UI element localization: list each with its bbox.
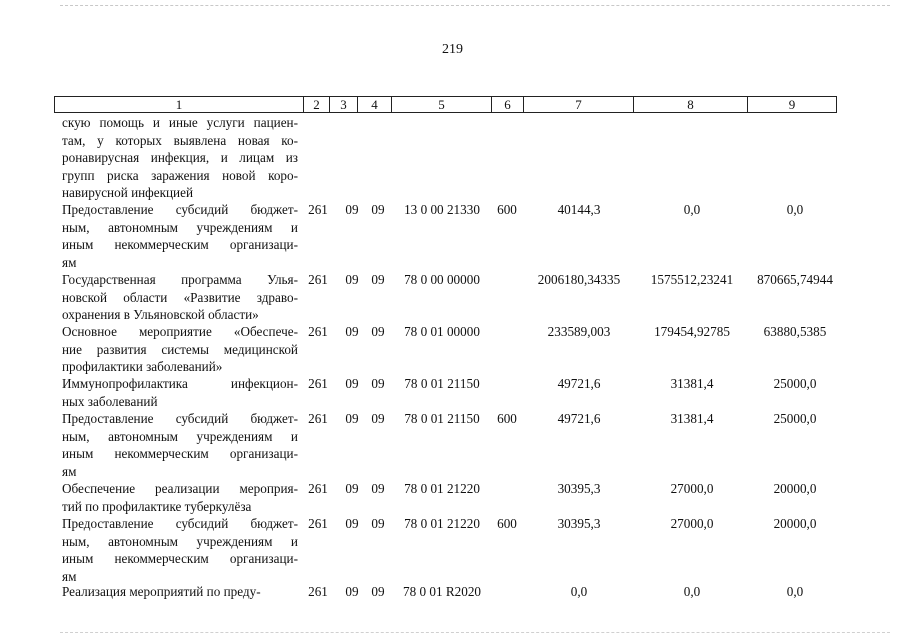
- column-4-code: 09: [371, 324, 385, 339]
- column-2-code: 261: [308, 376, 328, 391]
- description-line: ям: [62, 254, 77, 270]
- column-4-code: 09: [371, 376, 385, 391]
- column-7-amount: 2006180,34335: [537, 272, 621, 287]
- description-line: ным, автономным учреждениям и: [62, 533, 298, 549]
- column-9-amount: 25000,0: [773, 376, 817, 391]
- column-2-code: 261: [308, 272, 328, 287]
- column-4-code: 09: [371, 272, 385, 287]
- column-9-amount: 25000,0: [773, 411, 817, 426]
- column-2-code: 261: [308, 202, 328, 217]
- column-5-code: 78 0 01 21150: [404, 376, 480, 391]
- column-8-amount: 0,0: [683, 202, 701, 217]
- description-line: ных заболеваний: [62, 393, 158, 409]
- column-5-code: 13 0 00 21330: [404, 202, 480, 217]
- column-3-code: 09: [345, 272, 359, 287]
- column-2-code: 261: [308, 324, 328, 339]
- description-line: иным некоммерческим организаци-: [62, 446, 298, 461]
- description-line: Обеспечение реализации мероприя-: [62, 481, 298, 496]
- description-line: Предоставление субсидий бюджет-: [62, 411, 298, 426]
- table-header-row: [54, 96, 837, 113]
- description-line: Основное мероприятие «Обеспече-: [62, 324, 298, 339]
- row-description: [62, 271, 298, 324]
- header-col-5: 5: [391, 97, 491, 112]
- header-col-2: 2: [303, 97, 329, 112]
- column-3-code: 09: [345, 516, 359, 531]
- row-description: [62, 410, 298, 480]
- column-3-code: 09: [345, 202, 359, 217]
- column-8-amount: 0,0: [683, 584, 701, 599]
- column-9-amount: 20000,0: [773, 516, 817, 531]
- description-line: Предоставление субсидий бюджет-: [62, 516, 298, 531]
- description-line: Предоставление субсидий бюджет-: [62, 202, 298, 217]
- column-6-code: 600: [497, 411, 517, 426]
- description-line: там, у которых выявлена новая ко-: [62, 132, 298, 148]
- row-description: [62, 114, 298, 202]
- description-line: новской области «Развитие здраво-: [62, 289, 298, 305]
- column-4-code: 09: [371, 202, 385, 217]
- column-7-amount: 0,0: [570, 584, 588, 599]
- description-line: ям: [62, 463, 77, 479]
- header-col-9: 9: [747, 97, 836, 112]
- description-line: ным, автономным учреждениям и: [62, 219, 298, 235]
- description-line: охранения в Ульяновской области»: [62, 307, 259, 322]
- column-6-code: 600: [497, 516, 517, 531]
- header-col-4: 4: [357, 97, 391, 112]
- column-9-amount: 0,0: [786, 202, 804, 217]
- header-col-1: 1: [175, 97, 183, 112]
- row-description: [62, 480, 298, 515]
- header-col-8: 8: [633, 97, 747, 112]
- column-3-code: 09: [345, 481, 359, 496]
- column-4-code: 09: [371, 481, 385, 496]
- column-5-code: 78 0 01 21150: [404, 411, 480, 426]
- row-description: [62, 323, 298, 376]
- description-line: Иммунопрофилактика инфекцион-: [62, 376, 298, 391]
- column-2-code: 261: [308, 411, 328, 426]
- header-col-6: 6: [491, 97, 523, 112]
- column-5-code: 78 0 00 00000: [404, 272, 480, 287]
- column-4-code: 09: [371, 584, 385, 599]
- column-7-amount: 30395,3: [557, 481, 601, 496]
- header-col-7: 7: [523, 97, 633, 112]
- description-line: иным некоммерческим организаци-: [62, 551, 298, 566]
- description-line: Государственная программа Улья-: [62, 272, 298, 287]
- column-5-code: 78 0 01 21220: [404, 481, 480, 496]
- description-line: Реализация мероприятий по преду-: [62, 584, 261, 599]
- header-col-3: 3: [329, 97, 357, 112]
- column-7-amount: 233589,003: [547, 324, 611, 339]
- column-8-amount: 31381,4: [670, 411, 714, 426]
- page-number: 219: [442, 42, 463, 57]
- description-line: ние развития системы медицинской: [62, 341, 298, 357]
- scan-edge-top: [60, 5, 890, 7]
- column-9-amount: 20000,0: [773, 481, 817, 496]
- description-line: навирусной инфекцией: [62, 185, 194, 200]
- column-4-code: 09: [371, 411, 385, 426]
- column-7-amount: 40144,3: [557, 202, 601, 217]
- column-3-code: 09: [345, 324, 359, 339]
- column-6-code: 600: [497, 202, 517, 217]
- column-3-code: 09: [345, 376, 359, 391]
- column-9-amount: 63880,5385: [763, 324, 827, 339]
- row-description: [62, 375, 298, 410]
- column-5-code: 78 0 01 00000: [404, 324, 480, 339]
- column-7-amount: 49721,6: [557, 376, 601, 391]
- column-8-amount: 27000,0: [670, 516, 714, 531]
- scan-edge-bottom: [60, 632, 890, 634]
- row-description: [62, 515, 298, 585]
- column-7-amount: 49721,6: [557, 411, 601, 426]
- row-description: [62, 201, 298, 271]
- column-3-code: 09: [345, 411, 359, 426]
- row-description: [62, 583, 298, 601]
- description-line: ным, автономным учреждениям и: [62, 428, 298, 444]
- description-line: профилактики заболеваний»: [62, 359, 223, 374]
- description-line: групп риска заражения новой коро-: [62, 167, 298, 183]
- column-9-amount: 0,0: [786, 584, 804, 599]
- column-5-code: 78 0 01 21220: [404, 516, 480, 531]
- column-8-amount: 179454,92785: [654, 324, 730, 339]
- description-line: тий по профилактике туберкулёза: [62, 498, 252, 514]
- description-line: ям: [62, 568, 77, 584]
- description-line: скую помощь и иные услуги пациен-: [62, 115, 298, 130]
- column-8-amount: 1575512,23241: [650, 272, 734, 287]
- column-5-code: 78 0 01 R2020: [402, 584, 482, 599]
- column-2-code: 261: [308, 516, 328, 531]
- column-8-amount: 31381,4: [670, 376, 714, 391]
- description-line: иным некоммерческим организаци-: [62, 237, 298, 252]
- description-line: ронавирусная инфекция, и лицам из: [62, 150, 298, 165]
- column-7-amount: 30395,3: [557, 516, 601, 531]
- column-2-code: 261: [308, 481, 328, 496]
- column-9-amount: 870665,74944: [757, 272, 833, 287]
- column-4-code: 09: [371, 516, 385, 531]
- column-2-code: 261: [308, 584, 328, 599]
- column-3-code: 09: [345, 584, 359, 599]
- column-8-amount: 27000,0: [670, 481, 714, 496]
